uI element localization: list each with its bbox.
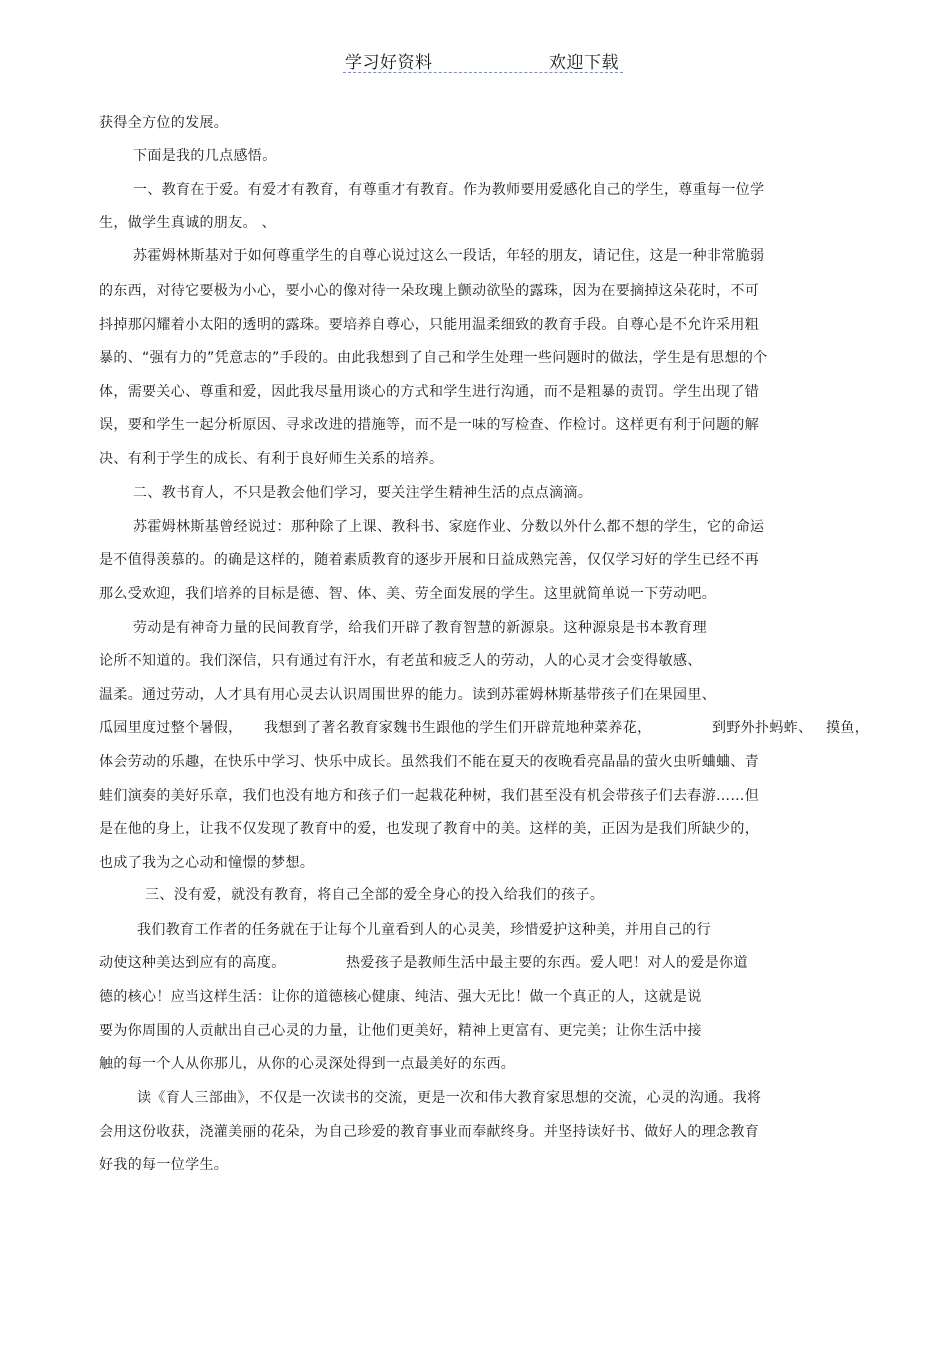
text-line: 要为你周围的人贡献出自己心灵的力量，让他们更美好，精神上更富有、更完美；让你生活中接 bbox=[99, 1023, 702, 1039]
text-line: 那么受欢迎，我们培养的目标是德、智、体、美、劳全面发展的学生。这里就简单说一下劳动吧。 bbox=[99, 586, 717, 602]
text-line: 是不值得羡慕的。的确是这样的，随着素质教育的逐步开展和日益成熟完善，仅仅学习好的学生已经不再 bbox=[99, 552, 760, 568]
page-header bbox=[343, 46, 623, 73]
text-line: 温柔。通过劳动，人才具有用心灵去认识周围世界的能力。读到苏霍姆林斯基带孩子们在果园里、 bbox=[99, 687, 717, 703]
text-line: 体，需要关心、尊重和爱，因此我尽量用谈心的方式和学生进行沟通，而不是粗暴的责罚。学生出现了错 bbox=[99, 384, 760, 400]
header-right-text: 欢迎下载 bbox=[549, 53, 619, 73]
text-line: 蛙们演奏的美好乐章，我们也没有地方和孩子们一起栽花种树，我们甚至没有机会带孩子们去春游……但 bbox=[99, 788, 760, 804]
text-line: 摸鱼， bbox=[826, 720, 870, 736]
text-line: 我们教育工作者的任务就在于让每个儿童看到人的心灵美，珍惜爱护这种美，并用自己的行 bbox=[137, 922, 711, 938]
text-line: 触的每一个人从你那儿，从你的心灵深处得到一点最美好的东西。 bbox=[99, 1056, 516, 1072]
text-line: 读《育人三部曲》，不仅是一次读书的交流，更是一次和伟大教育家思想的交流，心灵的沟通。我将 bbox=[137, 1090, 762, 1106]
text-line: 论所不知道的。我们深信，只有通过有汗水，有老茧和疲乏人的劳动，人的心灵才会变得敏感、 bbox=[99, 653, 702, 669]
text-line: 一、教育在于爱。有爱才有教育，有尊重才有教育。作为教师要用爱感化自己的学生，尊重每一位学 bbox=[133, 182, 765, 198]
text-line: 三、没有爱，就没有教育，将自己全部的爱全身心的投入给我们的孩子。 bbox=[145, 887, 605, 903]
text-line: 苏霍姆林斯基曾经说过：那种除了上课、教科书、家庭作业、分数以外什么都不想的学生，它的命运 bbox=[133, 519, 765, 535]
text-line: 瓜园里度过整个暑假， bbox=[99, 720, 243, 736]
text-line: 劳动是有神奇力量的民间教育学，给我们开辟了教育智慧的新源泉。这种源泉是书本教育理 bbox=[133, 620, 707, 636]
header-left-text: 学习好资料 bbox=[345, 53, 433, 73]
text-line: 获得全方位的发展。 bbox=[99, 115, 229, 131]
text-line: 热爱孩子是教师生活中最主要的东西。爱人吧！对人的爱是你道 bbox=[346, 955, 748, 971]
text-line: 二、教书育人，不只是教会他们学习，要关注学生精神生活的点点滴滴。 bbox=[133, 485, 593, 501]
text-line: 的东西，对待它要极为小心，要小心的像对待一朵玫瑰上颤动欲坠的露珠，因为在要摘掉这朵花时，不可 bbox=[99, 283, 760, 299]
text-line: 我想到了著名教育家魏书生跟他的学生们开辟荒地种菜养花， bbox=[264, 720, 652, 736]
text-line: 暴的、“强有力的”凭意志的”手段的。由此我想到了自己和学生处理一些问题时的做法，学生是有思想的个 bbox=[99, 350, 768, 366]
text-line: 会用这份收获，浇灌美丽的花朵，为自己珍爱的教育事业而奉献终身。并坚持读好书、做好人的理念教育 bbox=[99, 1124, 760, 1140]
text-line: 是在他的身上，让我不仅发现了教育中的爱，也发现了教育中的美。这样的美，正因为是我们所缺少的， bbox=[99, 821, 760, 837]
text-line: 动使这种美达到应有的高度。 bbox=[99, 955, 286, 971]
text-line: 决、有利于学生的成长、有利于良好师生关系的培养。 bbox=[99, 451, 444, 467]
text-line: 下面是我的几点感悟。 bbox=[133, 148, 277, 164]
text-line: 抖掉那闪耀着小太阳的透明的露珠。要培养自尊心，只能用温柔细致的教育手段。自尊心是不允许采用粗 bbox=[99, 317, 760, 333]
text-line: 也成了我为之心动和憧憬的梦想。 bbox=[99, 855, 315, 871]
text-line: 到野外扑蚂蚱、 bbox=[712, 720, 813, 736]
text-line: 体会劳动的乐趣，在快乐中学习、快乐中成长。虽然我们不能在夏天的夜晚看亮晶晶的萤火虫听蛐蛐、青 bbox=[99, 754, 760, 770]
text-line: 好我的每一位学生。 bbox=[99, 1157, 229, 1173]
text-line: 误，要和学生一起分析原因、寻求改进的措施等，而不是一味的写检查、作检讨。这样更有利于问题的解 bbox=[99, 417, 760, 433]
text-line: 德的核心！应当这样生活：让你的道德核心健康、纯洁、强大无比！做一个真正的人，这就是说 bbox=[99, 989, 702, 1005]
text-line: 生，做学生真诚的朋友。 、 bbox=[99, 215, 276, 231]
text-line: 苏霍姆林斯基对于如何尊重学生的自尊心说过这么一段话，年轻的朋友，请记住，这是一种非常脆弱 bbox=[133, 248, 765, 264]
